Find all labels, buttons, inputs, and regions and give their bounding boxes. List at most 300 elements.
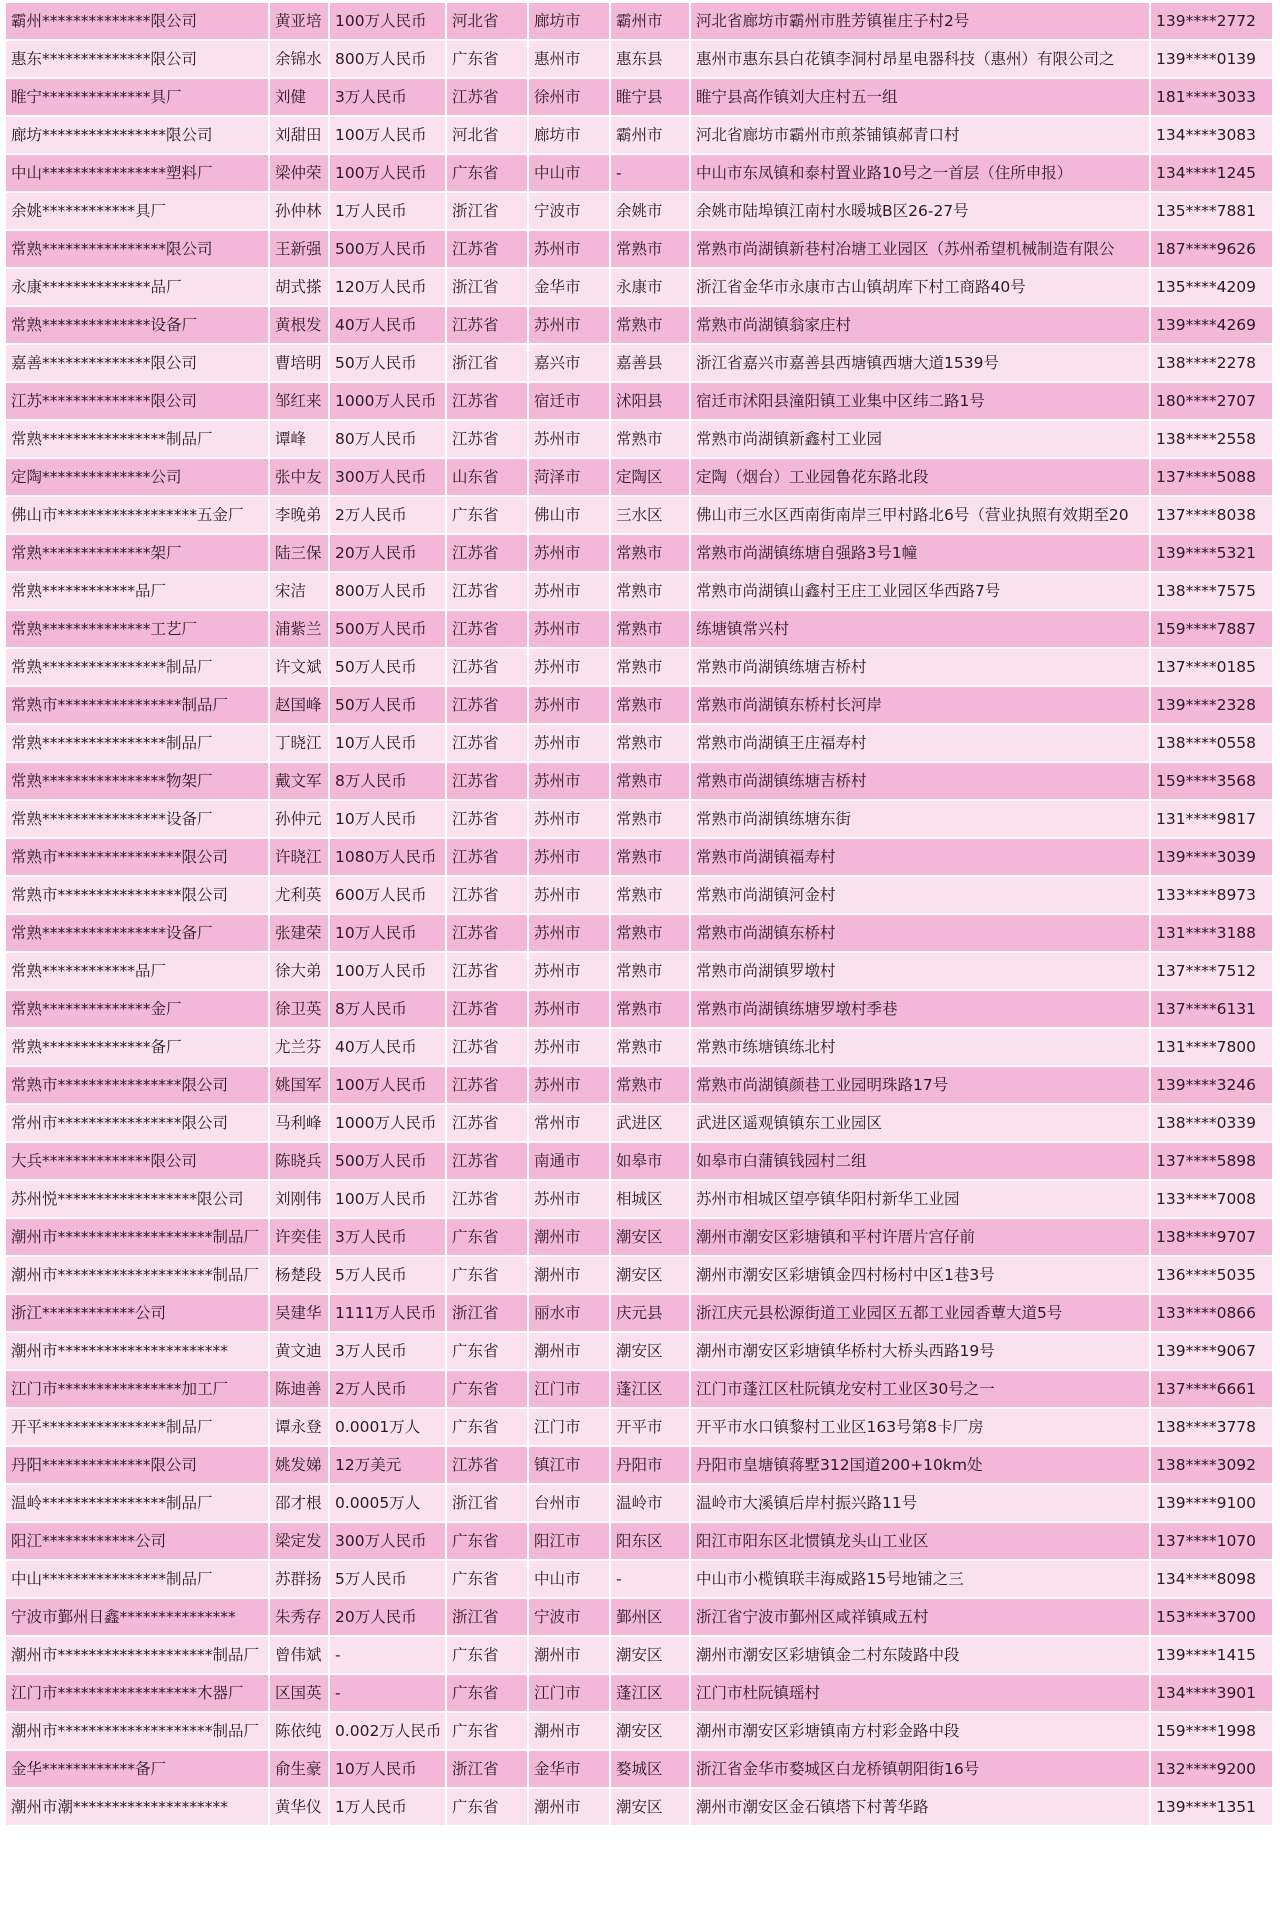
phone-cell: 138****3092	[1151, 1447, 1272, 1483]
legal-rep-cell: 姚发娣	[270, 1447, 328, 1483]
phone-cell: 159****1998	[1151, 1713, 1272, 1749]
address-cell: 常熟市尚湖镇颜巷工业园明珠路17号	[691, 1067, 1149, 1103]
company-name-cell: 金华************备厂	[6, 1751, 268, 1787]
legal-rep-cell: 丁晓江	[270, 725, 328, 761]
company-name-cell: 大兵**************限公司	[6, 1143, 268, 1179]
district-cell: 鄞州区	[611, 1599, 689, 1635]
company-name-cell: 宁波市鄞州日鑫***************	[6, 1599, 268, 1635]
city-cell: 苏州市	[529, 573, 609, 609]
city-cell: 嘉兴市	[529, 345, 609, 381]
legal-rep-cell: 许晓江	[270, 839, 328, 875]
district-cell: 丹阳市	[611, 1447, 689, 1483]
address-cell: 中山市小榄镇联丰海威路15号地铺之三	[691, 1561, 1149, 1597]
phone-cell: 134****1245	[1151, 155, 1272, 191]
city-cell: 中山市	[529, 1561, 609, 1597]
registered-capital-cell: 300万人民币	[330, 1523, 445, 1559]
phone-cell: 137****0185	[1151, 649, 1272, 685]
phone-cell: 134****8098	[1151, 1561, 1272, 1597]
company-name-cell: 潮州市**********************	[6, 1333, 268, 1369]
province-cell: 江苏省	[447, 421, 527, 457]
city-cell: 常州市	[529, 1105, 609, 1141]
registered-capital-cell: 5万人民币	[330, 1257, 445, 1293]
company-name-cell: 常熟****************限公司	[6, 231, 268, 267]
province-cell: 江苏省	[447, 687, 527, 723]
company-name-cell: 江门市******************木器厂	[6, 1675, 268, 1711]
legal-rep-cell: 吴建华	[270, 1295, 328, 1331]
phone-cell: 134****3901	[1151, 1675, 1272, 1711]
registered-capital-cell: 800万人民币	[330, 573, 445, 609]
city-cell: 苏州市	[529, 877, 609, 913]
phone-cell: 137****1070	[1151, 1523, 1272, 1559]
registered-capital-cell: -	[330, 1637, 445, 1673]
district-cell: 惠东县	[611, 41, 689, 77]
phone-cell: 139****1415	[1151, 1637, 1272, 1673]
city-cell: 潮州市	[529, 1333, 609, 1369]
registered-capital-cell: 300万人民币	[330, 459, 445, 495]
phone-cell: 132****9200	[1151, 1751, 1272, 1787]
district-cell: 常熟市	[611, 687, 689, 723]
registered-capital-cell: 100万人民币	[330, 117, 445, 153]
legal-rep-cell: 黄华仪	[270, 1789, 328, 1825]
table-row	[6, 1523, 1272, 1559]
address-cell: 潮州市潮安区彩塘镇金二村东陵路中段	[691, 1637, 1149, 1673]
phone-cell: 139****1351	[1151, 1789, 1272, 1825]
company-name-cell: 常熟市****************限公司	[6, 1067, 268, 1103]
table-row	[6, 41, 1272, 77]
city-cell: 台州市	[529, 1485, 609, 1521]
registered-capital-cell: 600万人民币	[330, 877, 445, 913]
legal-rep-cell: 杨楚段	[270, 1257, 328, 1293]
address-cell: 潮州市潮安区彩塘镇和平村许厝片宫仔前	[691, 1219, 1149, 1255]
legal-rep-cell: 刘健	[270, 79, 328, 115]
district-cell: 潮安区	[611, 1219, 689, 1255]
table-row	[6, 3, 1272, 39]
address-cell: 常熟市尚湖镇练塘吉桥村	[691, 763, 1149, 799]
city-cell: 廊坊市	[529, 3, 609, 39]
phone-cell: 139****9100	[1151, 1485, 1272, 1521]
district-cell: 嘉善县	[611, 345, 689, 381]
registered-capital-cell: -	[330, 1675, 445, 1711]
registered-capital-cell: 80万人民币	[330, 421, 445, 457]
address-cell: 练塘镇常兴村	[691, 611, 1149, 647]
table-row	[6, 1029, 1272, 1065]
company-name-cell: 浙江************公司	[6, 1295, 268, 1331]
province-cell: 江苏省	[447, 877, 527, 913]
legal-rep-cell: 区国英	[270, 1675, 328, 1711]
address-cell: 苏州市相城区望亭镇华阳村新华工业园	[691, 1181, 1149, 1217]
address-cell: 常熟市尚湖镇练塘东街	[691, 801, 1149, 837]
address-cell: 常熟市尚湖镇翁家庄村	[691, 307, 1149, 343]
registered-capital-cell: 500万人民币	[330, 1143, 445, 1179]
province-cell: 江苏省	[447, 383, 527, 419]
table-row	[6, 1485, 1272, 1521]
table-row	[6, 763, 1272, 799]
city-cell: 镇江市	[529, 1447, 609, 1483]
district-cell: 庆元县	[611, 1295, 689, 1331]
legal-rep-cell: 曹培明	[270, 345, 328, 381]
province-cell: 浙江省	[447, 1295, 527, 1331]
table-row	[6, 1067, 1272, 1103]
district-cell: 常熟市	[611, 421, 689, 457]
district-cell: 永康市	[611, 269, 689, 305]
city-cell: 苏州市	[529, 687, 609, 723]
registered-capital-cell: 0.0005万人	[330, 1485, 445, 1521]
city-cell: 潮州市	[529, 1713, 609, 1749]
legal-rep-cell: 尤利英	[270, 877, 328, 913]
table-row	[6, 573, 1272, 609]
phone-cell: 153****3700	[1151, 1599, 1272, 1635]
address-cell: 开平市水口镇黎村工业区163号第8卡厂房	[691, 1409, 1149, 1445]
city-cell: 苏州市	[529, 611, 609, 647]
legal-rep-cell: 黄亚培	[270, 3, 328, 39]
company-name-cell: 中山****************塑料厂	[6, 155, 268, 191]
company-name-cell: 嘉善**************限公司	[6, 345, 268, 381]
province-cell: 广东省	[447, 1713, 527, 1749]
legal-rep-cell: 孙仲林	[270, 193, 328, 229]
address-cell: 潮州市潮安区彩塘镇南方村彩金路中段	[691, 1713, 1149, 1749]
phone-cell: 139****3246	[1151, 1067, 1272, 1103]
city-cell: 金华市	[529, 269, 609, 305]
phone-cell: 133****0866	[1151, 1295, 1272, 1331]
address-cell: 如皋市白蒲镇钱园村二组	[691, 1143, 1149, 1179]
district-cell: 潮安区	[611, 1713, 689, 1749]
district-cell: 常熟市	[611, 877, 689, 913]
district-cell: 沭阳县	[611, 383, 689, 419]
registered-capital-cell: 100万人民币	[330, 1067, 445, 1103]
table-body	[6, 3, 1272, 1825]
company-name-cell: 常熟市****************制品厂	[6, 687, 268, 723]
company-name-cell: 常熟市****************限公司	[6, 839, 268, 875]
phone-cell: 133****7008	[1151, 1181, 1272, 1217]
registered-capital-cell: 1111万人民币	[330, 1295, 445, 1331]
district-cell: 常熟市	[611, 573, 689, 609]
address-cell: 浙江省嘉兴市嘉善县西塘镇西塘大道1539号	[691, 345, 1149, 381]
district-cell: 蓬江区	[611, 1675, 689, 1711]
city-cell: 苏州市	[529, 839, 609, 875]
legal-rep-cell: 陆三保	[270, 535, 328, 571]
province-cell: 江苏省	[447, 953, 527, 989]
phone-cell: 134****3083	[1151, 117, 1272, 153]
phone-cell: 133****8973	[1151, 877, 1272, 913]
company-name-cell: 潮州市********************制品厂	[6, 1219, 268, 1255]
table-row	[6, 1713, 1272, 1749]
city-cell: 苏州市	[529, 231, 609, 267]
registered-capital-cell: 3万人民币	[330, 1219, 445, 1255]
company-name-cell: 苏州悦******************限公司	[6, 1181, 268, 1217]
table-row	[6, 725, 1272, 761]
province-cell: 江苏省	[447, 535, 527, 571]
company-name-cell: 常熟**************备厂	[6, 1029, 268, 1065]
district-cell: 开平市	[611, 1409, 689, 1445]
province-cell: 江苏省	[447, 839, 527, 875]
table-row	[6, 383, 1272, 419]
district-cell: 蓬江区	[611, 1371, 689, 1407]
legal-rep-cell: 梁仲荣	[270, 155, 328, 191]
company-name-cell: 阳江************公司	[6, 1523, 268, 1559]
registered-capital-cell: 100万人民币	[330, 3, 445, 39]
district-cell: 霸州市	[611, 117, 689, 153]
city-cell: 南通市	[529, 1143, 609, 1179]
registered-capital-cell: 2万人民币	[330, 497, 445, 533]
table-row	[6, 1143, 1272, 1179]
legal-rep-cell: 戴文军	[270, 763, 328, 799]
legal-rep-cell: 黄文迪	[270, 1333, 328, 1369]
table-row	[6, 1637, 1272, 1673]
registered-capital-cell: 1000万人民币	[330, 383, 445, 419]
legal-rep-cell: 梁定发	[270, 1523, 328, 1559]
phone-cell: 138****0558	[1151, 725, 1272, 761]
company-name-cell: 定陶**************公司	[6, 459, 268, 495]
table-row	[6, 1257, 1272, 1293]
company-name-cell: 余姚************具厂	[6, 193, 268, 229]
address-cell: 常熟市尚湖镇练塘吉桥村	[691, 649, 1149, 685]
phone-cell: 139****9067	[1151, 1333, 1272, 1369]
registered-capital-cell: 1万人民币	[330, 1789, 445, 1825]
phone-cell: 135****7881	[1151, 193, 1272, 229]
province-cell: 江苏省	[447, 991, 527, 1027]
address-cell: 中山市东凤镇和泰村置业路10号之一首层（住所申报）	[691, 155, 1149, 191]
legal-rep-cell: 苏群扬	[270, 1561, 328, 1597]
registered-capital-cell: 8万人民币	[330, 991, 445, 1027]
province-cell: 广东省	[447, 1257, 527, 1293]
company-name-cell: 温岭****************制品厂	[6, 1485, 268, 1521]
address-cell: 惠州市惠东县白花镇李洞村昂星电器科技（惠州）有限公司之	[691, 41, 1149, 77]
district-cell: 温岭市	[611, 1485, 689, 1521]
phone-cell: 187****9626	[1151, 231, 1272, 267]
city-cell: 中山市	[529, 155, 609, 191]
registered-capital-cell: 10万人民币	[330, 801, 445, 837]
city-cell: 阳江市	[529, 1523, 609, 1559]
city-cell: 宁波市	[529, 1599, 609, 1635]
table-row	[6, 877, 1272, 913]
district-cell: 霸州市	[611, 3, 689, 39]
table-row	[6, 687, 1272, 723]
registered-capital-cell: 100万人民币	[330, 953, 445, 989]
district-cell: 余姚市	[611, 193, 689, 229]
legal-rep-cell: 邹红来	[270, 383, 328, 419]
district-cell: 常熟市	[611, 915, 689, 951]
address-cell: 潮州市潮安区彩塘镇华桥村大桥头西路19号	[691, 1333, 1149, 1369]
registered-capital-cell: 40万人民币	[330, 1029, 445, 1065]
address-cell: 常熟市尚湖镇练塘罗墩村季巷	[691, 991, 1149, 1027]
city-cell: 苏州市	[529, 915, 609, 951]
company-name-cell: 常熟****************设备厂	[6, 915, 268, 951]
address-cell: 常熟市尚湖镇王庄福寿村	[691, 725, 1149, 761]
address-cell: 常熟市尚湖镇东桥村	[691, 915, 1149, 951]
address-cell: 常熟市练塘镇练北村	[691, 1029, 1149, 1065]
table-row	[6, 1561, 1272, 1597]
company-name-cell: 惠东**************限公司	[6, 41, 268, 77]
address-cell: 丹阳市皇塘镇蒋墅312国道200+10km处	[691, 1447, 1149, 1483]
registered-capital-cell: 1万人民币	[330, 193, 445, 229]
registered-capital-cell: 500万人民币	[330, 611, 445, 647]
table-row	[6, 649, 1272, 685]
table-row	[6, 1409, 1272, 1445]
address-cell: 常熟市尚湖镇新巷村冶塘工业园区（苏州希望机械制造有限公	[691, 231, 1149, 267]
province-cell: 广东省	[447, 1523, 527, 1559]
city-cell: 苏州市	[529, 421, 609, 457]
table-row	[6, 611, 1272, 647]
city-cell: 金华市	[529, 1751, 609, 1787]
table-row	[6, 497, 1272, 533]
phone-cell: 131****3188	[1151, 915, 1272, 951]
legal-rep-cell: 马利峰	[270, 1105, 328, 1141]
legal-rep-cell: 俞生豪	[270, 1751, 328, 1787]
legal-rep-cell: 刘甜田	[270, 117, 328, 153]
legal-rep-cell: 徐卫英	[270, 991, 328, 1027]
phone-cell: 135****4209	[1151, 269, 1272, 305]
city-cell: 苏州市	[529, 1181, 609, 1217]
province-cell: 广东省	[447, 1637, 527, 1673]
district-cell: 潮安区	[611, 1257, 689, 1293]
province-cell: 江苏省	[447, 649, 527, 685]
company-name-cell: 常熟************品厂	[6, 953, 268, 989]
legal-rep-cell: 邵才根	[270, 1485, 328, 1521]
phone-cell: 137****5088	[1151, 459, 1272, 495]
legal-rep-cell: 陈迪善	[270, 1371, 328, 1407]
province-cell: 江苏省	[447, 231, 527, 267]
city-cell: 潮州市	[529, 1257, 609, 1293]
company-name-cell: 潮州市********************制品厂	[6, 1713, 268, 1749]
phone-cell: 139****2328	[1151, 687, 1272, 723]
city-cell: 苏州市	[529, 801, 609, 837]
city-cell: 苏州市	[529, 535, 609, 571]
province-cell: 浙江省	[447, 1485, 527, 1521]
company-name-cell: 常熟****************制品厂	[6, 649, 268, 685]
table-row	[6, 1333, 1272, 1369]
city-cell: 宿迁市	[529, 383, 609, 419]
province-cell: 浙江省	[447, 1599, 527, 1635]
district-cell: 常熟市	[611, 1029, 689, 1065]
district-cell: 常熟市	[611, 535, 689, 571]
address-cell: 佛山市三水区西南街南岸三甲村路北6号（营业执照有效期至20	[691, 497, 1149, 533]
province-cell: 浙江省	[447, 269, 527, 305]
province-cell: 江苏省	[447, 1105, 527, 1141]
phone-cell: 138****7575	[1151, 573, 1272, 609]
province-cell: 江苏省	[447, 763, 527, 799]
company-name-cell: 常熟****************设备厂	[6, 801, 268, 837]
registered-capital-cell: 50万人民币	[330, 345, 445, 381]
phone-cell: 180****2707	[1151, 383, 1272, 419]
district-cell: 阳东区	[611, 1523, 689, 1559]
phone-cell: 131****7800	[1151, 1029, 1272, 1065]
address-cell: 江门市杜阮镇瑶村	[691, 1675, 1149, 1711]
company-name-cell: 中山****************制品厂	[6, 1561, 268, 1597]
company-name-cell: 江苏**************限公司	[6, 383, 268, 419]
company-name-cell: 潮州市********************制品厂	[6, 1257, 268, 1293]
address-cell: 常熟市尚湖镇练塘自强路3号1幢	[691, 535, 1149, 571]
legal-rep-cell: 谭峰	[270, 421, 328, 457]
registered-capital-cell: 10万人民币	[330, 1751, 445, 1787]
legal-rep-cell: 尤兰芬	[270, 1029, 328, 1065]
legal-rep-cell: 许文斌	[270, 649, 328, 685]
province-cell: 广东省	[447, 1371, 527, 1407]
district-cell: -	[611, 155, 689, 191]
district-cell: 婺城区	[611, 1751, 689, 1787]
address-cell: 常熟市尚湖镇罗墩村	[691, 953, 1149, 989]
city-cell: 苏州市	[529, 725, 609, 761]
company-name-cell: 潮州市********************制品厂	[6, 1637, 268, 1673]
phone-cell: 138****2278	[1151, 345, 1272, 381]
province-cell: 江苏省	[447, 801, 527, 837]
registered-capital-cell: 40万人民币	[330, 307, 445, 343]
phone-cell: 139****2772	[1151, 3, 1272, 39]
table-row	[6, 915, 1272, 951]
legal-rep-cell: 陈晓兵	[270, 1143, 328, 1179]
legal-rep-cell: 宋洁	[270, 573, 328, 609]
province-cell: 广东省	[447, 1219, 527, 1255]
legal-rep-cell: 陈依纯	[270, 1713, 328, 1749]
city-cell: 苏州市	[529, 953, 609, 989]
province-cell: 浙江省	[447, 193, 527, 229]
registered-capital-cell: 20万人民币	[330, 535, 445, 571]
city-cell: 苏州市	[529, 1029, 609, 1065]
table-row	[6, 193, 1272, 229]
table-row	[6, 1105, 1272, 1141]
province-cell: 山东省	[447, 459, 527, 495]
address-cell: 常熟市尚湖镇东桥村长河岸	[691, 687, 1149, 723]
table-row	[6, 459, 1272, 495]
district-cell: 常熟市	[611, 231, 689, 267]
district-cell: 常熟市	[611, 991, 689, 1027]
address-cell: 余姚市陆埠镇江南村水暖城B区26-27号	[691, 193, 1149, 229]
district-cell: 常熟市	[611, 649, 689, 685]
province-cell: 江苏省	[447, 725, 527, 761]
city-cell: 苏州市	[529, 307, 609, 343]
phone-cell: 138****3778	[1151, 1409, 1272, 1445]
registered-capital-cell: 8万人民币	[330, 763, 445, 799]
district-cell: 常熟市	[611, 839, 689, 875]
registered-capital-cell: 10万人民币	[330, 725, 445, 761]
district-cell: 常熟市	[611, 725, 689, 761]
city-cell: 江门市	[529, 1371, 609, 1407]
city-cell: 惠州市	[529, 41, 609, 77]
address-cell: 潮州市潮安区金石镇塔下村菁华路	[691, 1789, 1149, 1825]
city-cell: 苏州市	[529, 1067, 609, 1103]
legal-rep-cell: 姚国军	[270, 1067, 328, 1103]
company-name-cell: 丹阳**************限公司	[6, 1447, 268, 1483]
address-cell: 河北省廊坊市霸州市胜芳镇崔庄子村2号	[691, 3, 1149, 39]
province-cell: 广东省	[447, 497, 527, 533]
city-cell: 苏州市	[529, 991, 609, 1027]
address-cell: 常熟市尚湖镇山鑫村王庄工业园区华西路7号	[691, 573, 1149, 609]
company-name-cell: 睢宁**************具厂	[6, 79, 268, 115]
district-cell: 武进区	[611, 1105, 689, 1141]
address-cell: 常熟市尚湖镇河金村	[691, 877, 1149, 913]
registered-capital-cell: 3万人民币	[330, 1333, 445, 1369]
table-row	[6, 269, 1272, 305]
company-name-cell: 常州市****************限公司	[6, 1105, 268, 1141]
registered-capital-cell: 50万人民币	[330, 687, 445, 723]
province-cell: 江苏省	[447, 1029, 527, 1065]
registered-capital-cell: 0.0001万人	[330, 1409, 445, 1445]
company-name-cell: 常熟市****************限公司	[6, 877, 268, 913]
company-table	[4, 1, 1274, 1827]
legal-rep-cell: 刘刚伟	[270, 1181, 328, 1217]
company-name-cell: 江门市****************加工厂	[6, 1371, 268, 1407]
company-name-cell: 常熟****************制品厂	[6, 725, 268, 761]
phone-cell: 136****5035	[1151, 1257, 1272, 1293]
table-row	[6, 1751, 1272, 1787]
legal-rep-cell: 黄根发	[270, 307, 328, 343]
legal-rep-cell: 朱秀存	[270, 1599, 328, 1635]
address-cell: 河北省廊坊市霸州市煎茶铺镇郝青口村	[691, 117, 1149, 153]
district-cell: 如皋市	[611, 1143, 689, 1179]
district-cell: 定陶区	[611, 459, 689, 495]
table-row	[6, 1599, 1272, 1635]
province-cell: 江苏省	[447, 1143, 527, 1179]
phone-cell: 137****7512	[1151, 953, 1272, 989]
